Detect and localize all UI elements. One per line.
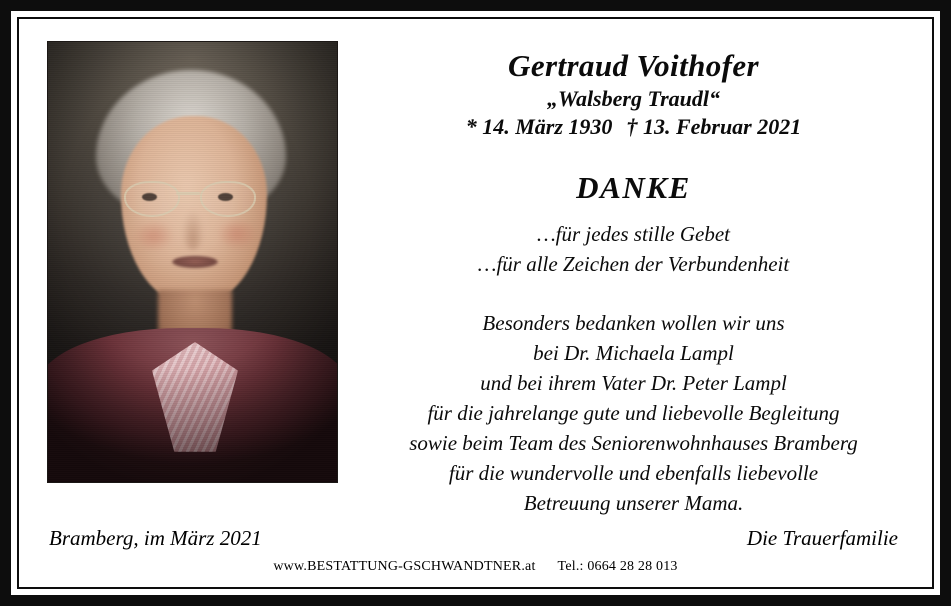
memorial-footer (43, 522, 908, 551)
funeral-home-phone: Tel.: 0664 28 28 013 (557, 559, 678, 574)
deceased-nickname: „Walsberg Traudl“ (547, 85, 720, 111)
place-and-date: Bramberg, im März 2021 (49, 526, 262, 550)
deceased-name: Gertraud Voithofer (508, 48, 759, 83)
body-lines (365, 308, 902, 518)
death-date: † 13. Februar 2021 (626, 114, 802, 140)
family-signature: Die Trauerfamilie (746, 526, 898, 550)
body-line: bei Dr. Michaela Lampl (533, 341, 734, 366)
memorial-card-content (43, 39, 908, 522)
body-line: sowie beim Team des Seniorenwohnhauses Bramberg (409, 431, 858, 456)
memorial-card-inner-frame (17, 17, 934, 589)
portrait-photo (47, 41, 338, 483)
thanks-heading: DANKE (576, 170, 691, 206)
body-line: für die jahrelange gute und liebevolle Begleitung (427, 401, 840, 426)
thanks-line: …für jedes stille Gebet (536, 222, 731, 247)
portrait-container (43, 39, 347, 483)
thanks-line: …für alle Zeichen der Verbundenheit (477, 252, 790, 277)
funeral-home-contact (43, 551, 908, 577)
birth-date: * 14. März 1930 (465, 114, 613, 140)
photo-vignette (48, 42, 337, 482)
thanks-lines (365, 220, 902, 280)
funeral-home-website[interactable]: www.BESTATTUNG-GSCHWANDTNER.at (273, 559, 536, 574)
body-line: Betreuung unserer Mama. (523, 491, 744, 516)
life-dates (365, 114, 902, 140)
body-line: für die wundervolle und ebenfalls liebevolle (448, 461, 819, 486)
body-line: und bei ihrem Vater Dr. Peter Lampl (480, 371, 787, 396)
body-line: Besonders bedanken wollen wir uns (482, 311, 785, 336)
memorial-text-column (347, 39, 908, 518)
